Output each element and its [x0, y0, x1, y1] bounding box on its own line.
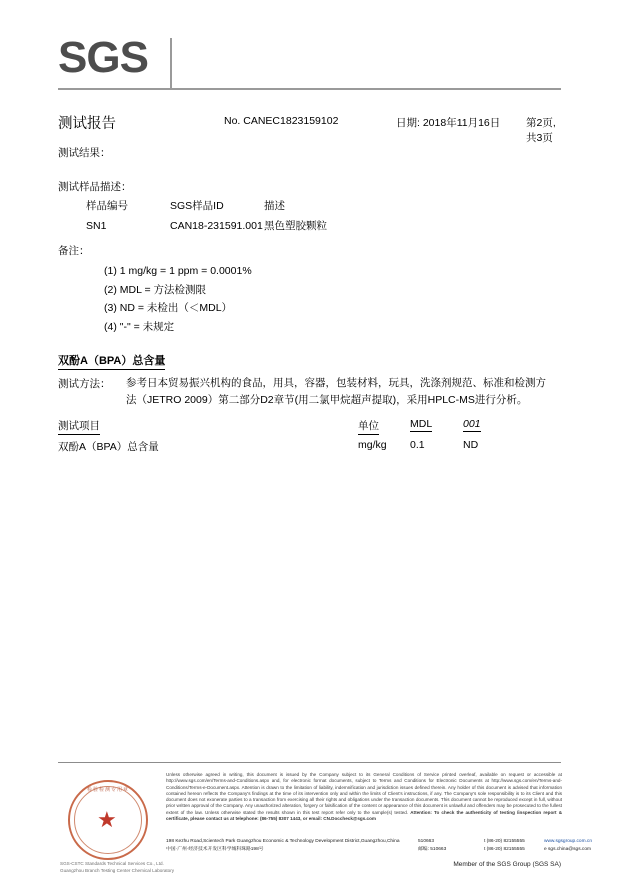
postcode-chinese: 邮编: 510663 [418, 847, 447, 852]
company-seal-stamp [60, 776, 175, 873]
test-method-text: 参考日本贸易振兴机构的食品，用具，容器，包装材料，玩具，洗涤剂规范、标准和检测方法（JETRO 2009）第二部分D2章节(用二氯甲烷超声提取)，采用HPLC-MS进行分析。 [126, 377, 546, 406]
column-header-sample-001: 001 [463, 418, 481, 430]
bpa-section-title: 双酚A（BPA）总含量 [58, 352, 165, 370]
telephone-chinese: t (86-20) 82155555 [484, 847, 525, 852]
cell-unit: mg/kg [358, 439, 387, 451]
telephone-english: t (86-20) 82155555 [484, 839, 525, 844]
address-row-chinese [166, 846, 591, 854]
page-indicator: 第2页,共3页 [526, 117, 556, 144]
report-date: 日期: 2018年11月16日 [396, 117, 501, 129]
cell-mdl: 0.1 [410, 439, 425, 451]
cell-test-item: 双酚A（BPA）总含量 [58, 441, 159, 453]
address-chinese: 中国·广州·经济技术开发区科学城科珠路198号 [166, 847, 264, 852]
footer-address-block [166, 838, 592, 854]
sgs-logo-text: SGS [58, 33, 148, 82]
website-english: www.sgsgroup.com.cn [544, 839, 592, 844]
list-item: (4) "-" = 未规定 [104, 320, 175, 333]
footer-divider [58, 762, 561, 763]
address-english: 198 Kezhu Road,Scientech Park Guangzhou Economic & Technology Development District,Guangzhou,China [166, 839, 400, 844]
report-header [58, 112, 561, 144]
remarks-label: 备注： [58, 245, 90, 257]
list-item: (1) 1 mg/kg = 1 ppm = 0.0001% [104, 265, 252, 277]
seal-chinese-text: 检验检测专用章 [86, 787, 129, 793]
cell-result-001: ND [463, 439, 479, 451]
column-header-sample-no: 样品编号 [86, 200, 128, 212]
remarks-list [104, 262, 252, 336]
logo-vertical-rule [170, 38, 172, 88]
test-method-label: 测试方法： [58, 378, 111, 390]
legal-paragraph-text: Unless otherwise agreed in writing, this document is issued by the Company subject to its General Conditions of Service printed overleaf, available on request or accessible at http://www.sgs.com/en/Terms-and-Conditions.aspx and, for electronic format documents, subject to Terms and Conditions for Electronic Documents at http://www.sgs.com/en/Terms-and-Conditions/Terms-e-Document.aspx. Attention is drawn to the limitation of liability, indemnification and jurisdiction issues defined therein. Any holder of this document is advised that information contained hereon reflects the Company's findings at the time of its intervention only and within the limits of Client's instructions, if any. The Company's sole responsibility is to its Client and this document does not exonerate parties to a transaction from exercising all their rights and obligations under the transaction documents. This document cannot be reproduced except in full, without prior written approval of the Company. Any unauthorized alteration, forgery or falsification of the content or appearance of this document is unlawful and offenders may be prosecuted to the fullest extent of the law. Unless otherwise stated the results shown in this test report refer only to the sample(s) tested. [166, 772, 562, 815]
column-header-unit: 单位 [358, 418, 379, 435]
document-check-notice: Attention: To check the authenticity of testing /inspection report & certificate, please contact us at telephone: (86-755) 8307 1443, or email: CN.Doccheck@sgs.com [166, 809, 563, 822]
column-header-mdl: MDL [410, 418, 433, 430]
cell-description: 黑色塑胶颗粒 [264, 220, 327, 232]
column-header-sgs-id: SGS样品ID [170, 200, 224, 212]
page-title: 测试报告 [58, 116, 116, 132]
list-item: (3) ND = 未检出（＜MDL） [104, 302, 233, 314]
results-label: 测试结果： [58, 147, 111, 159]
table-row [58, 439, 561, 455]
seal-caption-line-2: Guangzhou Branch Testing Center Chemical Laboratory [60, 868, 175, 873]
legal-disclaimer [166, 772, 562, 822]
column-header-test-item: 测试项目 [58, 418, 100, 435]
table-header-row [86, 198, 424, 218]
postcode-english: 510663 [418, 839, 435, 844]
report-number: No. CANEC1823159102 [224, 115, 339, 127]
column-header-description: 描述 [264, 200, 285, 212]
address-row-english [166, 838, 592, 846]
table-header-row [58, 418, 561, 435]
email-chinese: e sgs.china@sgs.com [544, 847, 591, 852]
star-icon: ★ [97, 807, 117, 832]
sample-table [86, 198, 424, 233]
sgs-logo [58, 33, 178, 88]
sgs-group-member-line: Member of the SGS Group (SGS SA) [453, 861, 561, 868]
table-row [86, 218, 424, 233]
header-divider [58, 88, 561, 90]
seal-caption-line-1: SGS-CSTC Standards Technical Services Co., Ltd. [60, 861, 164, 866]
list-item: (2) MDL = 方法检测限 [104, 283, 206, 296]
cell-sample-no: SN1 [86, 219, 107, 232]
sample-description-label: 测试样品描述： [58, 181, 132, 193]
cell-sgs-id: CAN18-231591.001 [170, 219, 263, 232]
bpa-result-table [58, 418, 561, 455]
